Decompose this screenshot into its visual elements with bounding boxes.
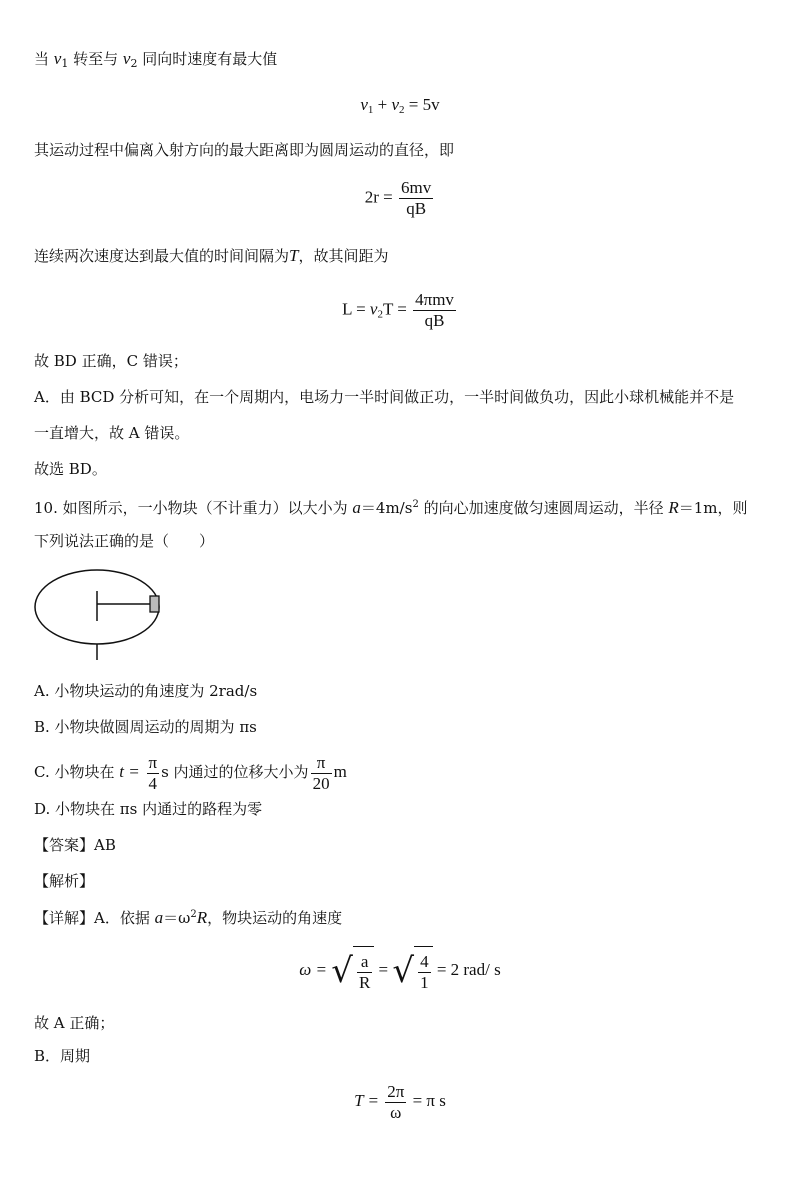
fraction bbox=[413, 290, 456, 331]
text-line: A．由 BCD 分析可知，在一个周期内，电场力一半时间做正功，一半时间做负功，因此小球机械能并不是 bbox=[34, 388, 735, 406]
text: ＝1m，则 bbox=[678, 499, 748, 517]
option-c bbox=[34, 752, 347, 794]
answer: 【答案】AB bbox=[34, 836, 116, 854]
analysis: 【解析】 bbox=[34, 872, 95, 890]
question-10-line-2: 下列说法正确的是（ ） bbox=[34, 532, 215, 550]
text: 10. 如图所示，一小物块（不计重力）以大小为 bbox=[34, 499, 353, 517]
text: ，物块运动的角速度 bbox=[207, 909, 343, 927]
option-d: D. 小物块在 πs 内通过的路程为零 bbox=[34, 800, 263, 818]
numerator: 2π bbox=[387, 1081, 405, 1101]
numerator: π bbox=[311, 753, 332, 774]
denominator: 1 bbox=[420, 973, 429, 993]
equation-omega bbox=[0, 945, 800, 997]
fraction bbox=[385, 1082, 406, 1123]
text: 转至与 bbox=[73, 50, 119, 68]
text-line: B．周期 bbox=[34, 1047, 91, 1065]
eq-lhs: T = bbox=[354, 1091, 379, 1110]
text: 【详解】A．依据 bbox=[34, 909, 155, 927]
numerator: π bbox=[148, 752, 158, 772]
option-a: A. 小物块运动的角速度为 2rad/s bbox=[34, 682, 258, 700]
text-line: 故 BD 正确，C 错误； bbox=[34, 352, 188, 370]
sqrt: √ $\frac{a}{R}$ bbox=[331, 945, 374, 997]
denominator: ω bbox=[390, 1102, 402, 1122]
denominator: qB bbox=[406, 199, 427, 218]
numerator: a bbox=[357, 952, 372, 973]
eq-rhs: 5v bbox=[422, 95, 440, 114]
text: 的向心加速度做匀速圆周运动，半径 bbox=[418, 499, 669, 517]
unit: m bbox=[333, 762, 347, 781]
fraction bbox=[399, 178, 433, 219]
numerator: 6mv bbox=[401, 178, 432, 197]
text: s 内通过的位移大小为 bbox=[161, 763, 309, 781]
fraction bbox=[311, 753, 332, 794]
block bbox=[150, 596, 159, 612]
circular-motion-diagram bbox=[30, 566, 170, 666]
equation: $v_1 + v_2 = 5v$ bbox=[360, 95, 440, 116]
text: ＝ω bbox=[163, 909, 191, 927]
text-line: 其运动过程中偏离入射方向的最大距离即为圆周运动的直径，即 bbox=[34, 141, 455, 159]
numerator: 4 bbox=[420, 952, 429, 972]
var-T: T bbox=[289, 246, 299, 265]
question-10-line-1: 10. 如图所示，一小物块（不计重力）以大小为 $a=4m/s^2$ 的向心加速度做匀速圆周运动，半径 R＝1m，则 bbox=[34, 498, 748, 517]
text: ＝4m/s bbox=[360, 499, 413, 517]
denominator: qB bbox=[424, 311, 445, 330]
eq-result: = 2 rad/ s bbox=[436, 960, 501, 979]
eq-mid: T = bbox=[382, 299, 407, 319]
detail-line: 【详解】A．依据 $a=\omega^2R$，物块运动的角速度 bbox=[34, 908, 343, 927]
equation: $L = v_2T$ = $\frac{\text{4πmv}}{qB}$ bbox=[342, 290, 454, 330]
eq-result: = π s bbox=[412, 1091, 446, 1110]
var-a: a bbox=[154, 908, 164, 927]
eq-lhs: L = bbox=[342, 299, 366, 319]
text: 连续两次速度达到最大值的时间间隔为 bbox=[34, 247, 290, 265]
fraction bbox=[147, 753, 160, 794]
fraction bbox=[357, 952, 372, 993]
fraction bbox=[418, 952, 431, 993]
option-b: B. 小物块做圆周运动的周期为 πs bbox=[34, 718, 257, 736]
text: ，故其间距为 bbox=[298, 247, 389, 265]
numerator: 4πmv bbox=[415, 290, 454, 309]
eq-lhs: 2r = bbox=[364, 187, 393, 207]
equation bbox=[0, 178, 800, 219]
var-a: a bbox=[352, 498, 361, 517]
text-line bbox=[34, 245, 389, 267]
denominator: R bbox=[358, 973, 371, 993]
text: 同向时速度有最大值 bbox=[142, 50, 278, 68]
denominator: 4 bbox=[148, 773, 158, 793]
var-R: R bbox=[196, 908, 208, 927]
text: 当 bbox=[34, 50, 50, 68]
text-line: 一直增大，故 A 错误。 bbox=[34, 424, 190, 442]
text-line: 故选 BD。 bbox=[34, 460, 107, 478]
text-line: 当 $v_1$ 转至与 $v_2$ 同向时速度有最大值 bbox=[34, 49, 278, 70]
text: C. 小物块在 bbox=[34, 763, 115, 781]
var-R: R bbox=[668, 498, 679, 517]
equals: = bbox=[378, 960, 389, 979]
eq-lhs: ω = bbox=[299, 960, 328, 979]
sqrt: √ $\frac{4}{1}$ bbox=[392, 945, 432, 997]
text-line: 故 A 正确； bbox=[34, 1014, 115, 1032]
var-t: t = bbox=[119, 762, 140, 781]
denominator: 20 bbox=[312, 773, 330, 793]
equation-period bbox=[0, 1078, 800, 1124]
